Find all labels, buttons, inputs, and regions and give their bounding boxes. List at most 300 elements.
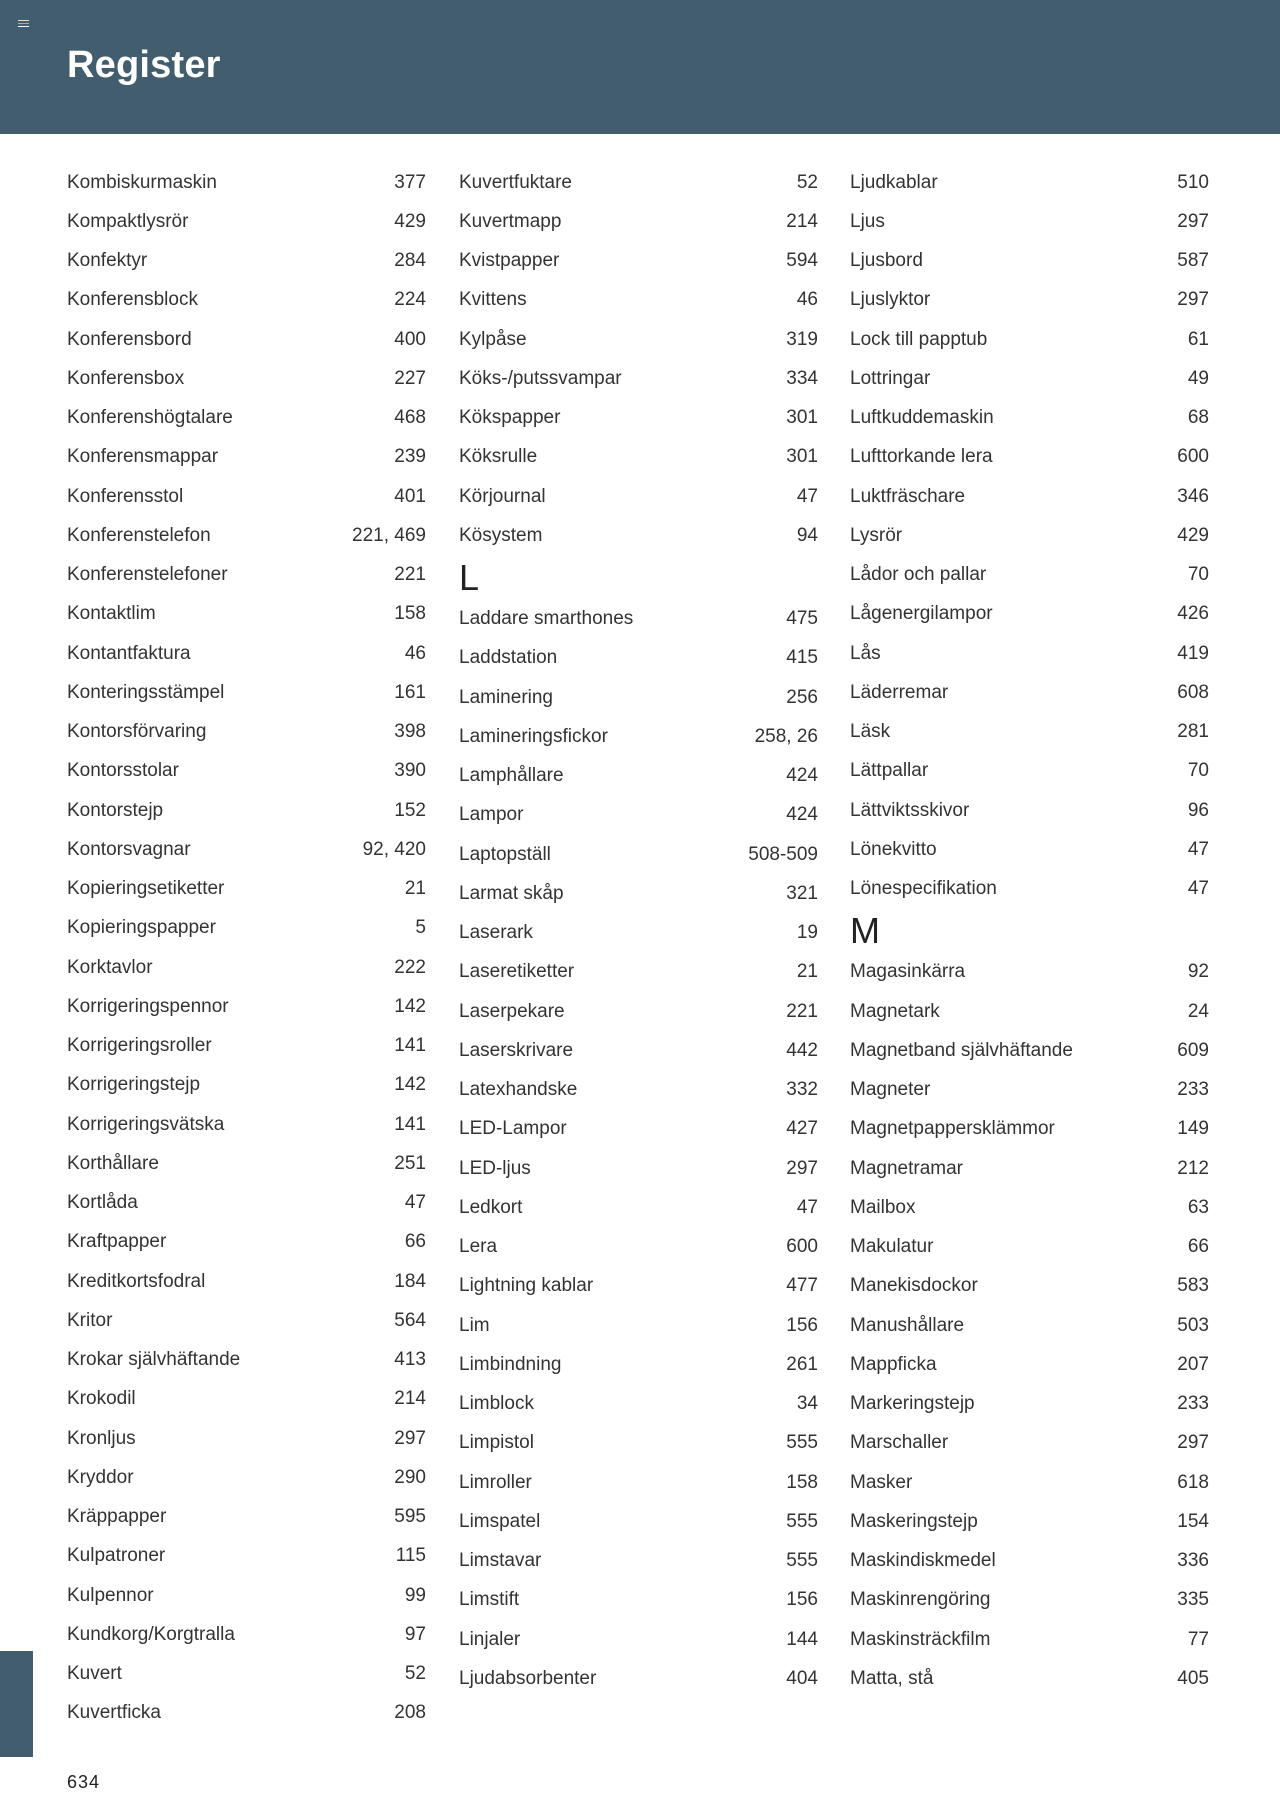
index-page-ref: 161 bbox=[394, 681, 426, 703]
index-entry bbox=[850, 1385, 1209, 1424]
index-term: Marschaller bbox=[850, 1432, 949, 1454]
index-entry bbox=[459, 281, 818, 320]
index-entry bbox=[459, 639, 818, 678]
index-entry bbox=[67, 1655, 426, 1694]
index-entry bbox=[850, 202, 1209, 241]
index-term: Laddare smarthones bbox=[459, 608, 634, 630]
index-page-ref: 618 bbox=[1177, 1471, 1209, 1493]
index-page-ref: 19 bbox=[796, 922, 818, 944]
index-term: Konferensbord bbox=[67, 328, 192, 350]
index-entry bbox=[67, 1380, 426, 1419]
index-entry bbox=[67, 1105, 426, 1144]
index-page-ref: 415 bbox=[786, 647, 818, 669]
index-page-ref: 66 bbox=[1187, 1236, 1209, 1258]
index-term: Körjournal bbox=[459, 485, 546, 507]
index-term: Lightning kablar bbox=[459, 1275, 594, 1297]
index-term: Kontorstejp bbox=[67, 799, 164, 821]
index-term: Magasinkärra bbox=[850, 961, 966, 983]
index-entry bbox=[67, 673, 426, 712]
index-page-ref: 184 bbox=[394, 1270, 426, 1292]
index-entry bbox=[459, 320, 818, 359]
index-entry bbox=[67, 359, 426, 398]
index-entry bbox=[850, 595, 1209, 634]
index-term: Kuvertficka bbox=[67, 1702, 161, 1724]
index-term: Kontaktlim bbox=[67, 603, 156, 625]
index-term: Latexhandske bbox=[459, 1079, 578, 1101]
index-term: Konferenstelefon bbox=[67, 524, 211, 546]
index-entry bbox=[459, 1659, 818, 1698]
index-page-ref: 413 bbox=[394, 1349, 426, 1371]
index-page-ref: 68 bbox=[1187, 407, 1209, 429]
index-page-ref: 141 bbox=[394, 1113, 426, 1135]
index-page-ref: 301 bbox=[786, 446, 818, 468]
index-page-ref: 600 bbox=[1177, 446, 1209, 468]
index-term: Kylpåse bbox=[459, 328, 527, 350]
index-entry bbox=[67, 752, 426, 791]
index-page-ref: 21 bbox=[796, 961, 818, 983]
index-page-ref: 587 bbox=[1177, 250, 1209, 272]
index-page-ref: 156 bbox=[786, 1314, 818, 1336]
index-page-ref: 321 bbox=[786, 882, 818, 904]
index-term: Limstift bbox=[459, 1589, 520, 1611]
index-entry bbox=[459, 1188, 818, 1227]
index-term: Magnetband självhäftande bbox=[850, 1039, 1073, 1061]
index-term: Mappficka bbox=[850, 1353, 937, 1375]
index-term: Limblock bbox=[459, 1393, 534, 1415]
index-entry bbox=[459, 438, 818, 477]
index-page-ref: 346 bbox=[1177, 485, 1209, 507]
index-term: Kökspapper bbox=[459, 407, 561, 429]
index-entry bbox=[459, 1581, 818, 1620]
index-entry bbox=[67, 320, 426, 359]
index-page-ref: 47 bbox=[796, 485, 818, 507]
index-entry bbox=[67, 516, 426, 555]
index-term: Korrigeringsvätska bbox=[67, 1113, 225, 1135]
index-term: Kopieringsetiketter bbox=[67, 878, 225, 900]
index-term: Kuvertfuktare bbox=[459, 171, 572, 193]
index-entry bbox=[67, 1301, 426, 1340]
index-page-ref: 47 bbox=[796, 1196, 818, 1218]
index-page-ref: 52 bbox=[796, 171, 818, 193]
index-entry bbox=[67, 1419, 426, 1458]
flag-icon bbox=[18, 20, 29, 29]
section-letter: M bbox=[850, 909, 880, 951]
page-title: Register bbox=[67, 44, 221, 86]
index-page-ref: 92, 420 bbox=[362, 838, 426, 860]
index-entry bbox=[67, 1184, 426, 1223]
index-term: Kvistpapper bbox=[459, 250, 560, 272]
index-page-ref: 92 bbox=[1187, 961, 1209, 983]
index-entry bbox=[459, 678, 818, 717]
index-page-ref: 297 bbox=[786, 1157, 818, 1179]
index-entry bbox=[850, 438, 1209, 477]
index-page-ref: 239 bbox=[394, 446, 426, 468]
index-entry bbox=[850, 1345, 1209, 1384]
index-entry bbox=[850, 1581, 1209, 1620]
index-entry bbox=[850, 870, 1209, 909]
index-page-ref: 600 bbox=[786, 1236, 818, 1258]
index-term: Limspatel bbox=[459, 1510, 541, 1532]
index-entry bbox=[67, 1262, 426, 1301]
index-page-ref: 142 bbox=[394, 1074, 426, 1096]
index-page-ref: 256 bbox=[786, 686, 818, 708]
index-page-ref: 555 bbox=[786, 1432, 818, 1454]
index-page-ref: 221 bbox=[394, 564, 426, 586]
index-term: Läsk bbox=[850, 721, 891, 743]
index-entry bbox=[459, 1345, 818, 1384]
index-page-ref: 224 bbox=[394, 289, 426, 311]
index-entry bbox=[459, 1542, 818, 1581]
index-page-ref: 152 bbox=[394, 799, 426, 821]
index-page-ref: 508-509 bbox=[748, 843, 818, 865]
index-term: Kuvert bbox=[67, 1663, 122, 1685]
index-term: Kundkorg/Korgtralla bbox=[67, 1623, 235, 1645]
index-term: Köksrulle bbox=[459, 446, 538, 468]
index-entry bbox=[459, 1424, 818, 1463]
index-page-ref: 115 bbox=[395, 1545, 426, 1567]
index-entry bbox=[67, 1027, 426, 1066]
index-term: Lamineringsfickor bbox=[459, 725, 608, 747]
index-page-ref: 595 bbox=[394, 1506, 426, 1528]
index-page-ref: 335 bbox=[1177, 1589, 1209, 1611]
index-entry bbox=[67, 556, 426, 595]
index-entry bbox=[67, 202, 426, 241]
index-term: Kontantfaktura bbox=[67, 642, 191, 664]
index-term: Konferenshögtalare bbox=[67, 407, 233, 429]
index-entry bbox=[850, 1071, 1209, 1110]
index-entry bbox=[850, 1659, 1209, 1698]
index-page-ref: 377 bbox=[394, 171, 426, 193]
index-term: Konferensstol bbox=[67, 485, 184, 507]
index-entry bbox=[850, 359, 1209, 398]
index-page-ref: 222 bbox=[394, 956, 426, 978]
index-page-ref: 97 bbox=[404, 1623, 426, 1645]
index-entry bbox=[459, 600, 818, 639]
index-term: Krokar självhäftande bbox=[67, 1349, 241, 1371]
index-entry bbox=[459, 796, 818, 835]
index-term: Kontorsförvaring bbox=[67, 721, 207, 743]
index-term: Lönekvitto bbox=[850, 838, 937, 860]
index-entry bbox=[67, 399, 426, 438]
index-entry bbox=[850, 281, 1209, 320]
index-entry bbox=[459, 717, 818, 756]
index-term: Manushållare bbox=[850, 1314, 965, 1336]
index-entry bbox=[67, 1498, 426, 1537]
index-entry bbox=[459, 757, 818, 796]
index-page-ref: 398 bbox=[394, 721, 426, 743]
index-entry bbox=[459, 359, 818, 398]
index-entry bbox=[67, 830, 426, 869]
index-term: Limstavar bbox=[459, 1550, 542, 1572]
index-page-ref: 207 bbox=[1177, 1353, 1209, 1375]
index-entry bbox=[850, 320, 1209, 359]
index-page-ref: 214 bbox=[786, 210, 818, 232]
index-page-ref: 555 bbox=[786, 1510, 818, 1532]
side-tab bbox=[0, 1651, 33, 1757]
index-term: Kraftpapper bbox=[67, 1231, 167, 1253]
index-page-ref: 233 bbox=[1177, 1079, 1209, 1101]
index-page-ref: 77 bbox=[1187, 1628, 1209, 1650]
index-entry bbox=[67, 281, 426, 320]
index-page-ref: 66 bbox=[404, 1231, 426, 1253]
index-term: Korthållare bbox=[67, 1152, 159, 1174]
index-entry bbox=[459, 1620, 818, 1659]
index-page-ref: 442 bbox=[786, 1039, 818, 1061]
index-term: Köks-/putssvampar bbox=[459, 367, 622, 389]
index-term: Limpistol bbox=[459, 1432, 534, 1454]
index-page-ref: 608 bbox=[1177, 681, 1209, 703]
index-page-ref: 555 bbox=[786, 1550, 818, 1572]
index-term: Lås bbox=[850, 642, 881, 664]
index-term: Kombiskurmaskin bbox=[67, 171, 217, 193]
index-page-ref: 390 bbox=[394, 760, 426, 782]
index-entry bbox=[67, 1576, 426, 1615]
index-entry bbox=[459, 202, 818, 241]
index-term: Ljudkablar bbox=[850, 171, 938, 193]
index-page-ref: 336 bbox=[1177, 1550, 1209, 1572]
index-entry bbox=[459, 1228, 818, 1267]
index-term: Maskeringstejp bbox=[850, 1510, 978, 1532]
index-term: Kontorsvagnar bbox=[67, 838, 191, 860]
index-term: Ljusbord bbox=[850, 250, 923, 272]
index-term: Korrigeringsroller bbox=[67, 1035, 212, 1057]
index-term: Laminering bbox=[459, 686, 553, 708]
index-page-ref: 47 bbox=[404, 1192, 426, 1214]
index-term: Manekisdockor bbox=[850, 1275, 978, 1297]
index-term: Konferensblock bbox=[67, 289, 198, 311]
index-entry bbox=[850, 556, 1209, 595]
index-term: Makulatur bbox=[850, 1236, 934, 1258]
index-entry bbox=[850, 1463, 1209, 1502]
index-entry bbox=[850, 1502, 1209, 1541]
index-term: Lamphållare bbox=[459, 765, 564, 787]
index-entry bbox=[459, 1306, 818, 1345]
index-entry bbox=[67, 948, 426, 987]
index-term: Ljudabsorbenter bbox=[459, 1667, 597, 1689]
index-entry bbox=[459, 516, 818, 555]
index-page-ref: 503 bbox=[1177, 1314, 1209, 1336]
index-page-ref: 212 bbox=[1177, 1157, 1209, 1179]
index-page-ref: 297 bbox=[394, 1427, 426, 1449]
index-entry bbox=[67, 1615, 426, 1654]
index-term: Magneter bbox=[850, 1079, 931, 1101]
index-page-ref: 261 bbox=[786, 1353, 818, 1375]
index-term: Luftkuddemaskin bbox=[850, 407, 994, 429]
index-page-ref: 47 bbox=[1187, 838, 1209, 860]
index-term: Larmat skåp bbox=[459, 882, 564, 904]
index-page-ref: 290 bbox=[394, 1466, 426, 1488]
index-term: Kompaktlysrör bbox=[67, 210, 189, 232]
index-entry bbox=[67, 791, 426, 830]
index-entry bbox=[67, 595, 426, 634]
index-term: Kulpennor bbox=[67, 1584, 154, 1606]
index-term: Lysrör bbox=[850, 524, 903, 546]
index-entry bbox=[67, 1223, 426, 1262]
section-letter: L bbox=[459, 556, 480, 598]
index-term: Magnetramar bbox=[850, 1157, 963, 1179]
index-term: LED-ljus bbox=[459, 1157, 531, 1179]
index-term: Lättpallar bbox=[850, 760, 929, 782]
index-entry bbox=[67, 987, 426, 1026]
index-page-ref: 158 bbox=[786, 1471, 818, 1493]
index-term: Magnetpappersklämmor bbox=[850, 1118, 1055, 1140]
index-term: Kortlåda bbox=[67, 1192, 138, 1214]
index-term: Lottringar bbox=[850, 367, 931, 389]
index-term: Lampor bbox=[459, 804, 524, 826]
index-term: Läderremar bbox=[850, 681, 949, 703]
index-entry bbox=[459, 1110, 818, 1149]
index-page-ref: 424 bbox=[786, 765, 818, 787]
index-term: Konfektyr bbox=[67, 250, 148, 272]
index-entry bbox=[850, 992, 1209, 1031]
index-page-ref: 477 bbox=[786, 1275, 818, 1297]
index-term: Linjaler bbox=[459, 1628, 521, 1650]
index-entry bbox=[67, 1537, 426, 1576]
index-page-ref: 61 bbox=[1187, 328, 1209, 350]
index-term: Maskinrengöring bbox=[850, 1589, 991, 1611]
index-column-2 bbox=[459, 163, 818, 1699]
page-header bbox=[0, 0, 1280, 134]
index-term: Kvittens bbox=[459, 289, 527, 311]
index-term: Korktavlor bbox=[67, 956, 153, 978]
index-term: Lådor och pallar bbox=[850, 564, 987, 586]
index-page-ref: 70 bbox=[1187, 564, 1209, 586]
index-page-ref: 427 bbox=[786, 1118, 818, 1140]
index-entry bbox=[850, 752, 1209, 791]
index-term: Limbindning bbox=[459, 1353, 562, 1375]
index-page-ref: 281 bbox=[1177, 721, 1209, 743]
page-number: 634 bbox=[67, 1772, 101, 1792]
index-entry bbox=[850, 634, 1209, 673]
index-entry bbox=[459, 1071, 818, 1110]
index-term: Kryddor bbox=[67, 1466, 134, 1488]
index-entry bbox=[459, 1149, 818, 1188]
index-page-ref: 141 bbox=[394, 1035, 426, 1057]
index-entry bbox=[459, 163, 818, 202]
index-entry bbox=[67, 477, 426, 516]
index-entry bbox=[850, 1620, 1209, 1659]
index-page-ref: 404 bbox=[786, 1667, 818, 1689]
index-term: Laserskrivare bbox=[459, 1039, 574, 1061]
index-entry bbox=[67, 1694, 426, 1733]
index-page-ref: 154 bbox=[1177, 1510, 1209, 1532]
index-page-ref: 251 bbox=[394, 1152, 426, 1174]
index-entry bbox=[850, 791, 1209, 830]
index-entry bbox=[459, 1502, 818, 1541]
index-term: Magnetark bbox=[850, 1000, 940, 1022]
index-entry bbox=[459, 914, 818, 953]
index-entry bbox=[459, 1267, 818, 1306]
index-entry bbox=[850, 399, 1209, 438]
index-term: Kräppapper bbox=[67, 1506, 167, 1528]
index-entry bbox=[459, 835, 818, 874]
index-page-ref: 426 bbox=[1177, 603, 1209, 625]
index-entry bbox=[459, 1385, 818, 1424]
index-page-ref: 284 bbox=[394, 250, 426, 272]
index-page-ref: 52 bbox=[404, 1663, 426, 1685]
index-term: Kontorsstolar bbox=[67, 760, 179, 782]
index-entry bbox=[850, 953, 1209, 992]
index-page-ref: 400 bbox=[394, 328, 426, 350]
index-term: Ledkort bbox=[459, 1196, 523, 1218]
index-entry bbox=[67, 1066, 426, 1105]
index-page-ref: 233 bbox=[1177, 1393, 1209, 1415]
index-page-ref: 297 bbox=[1177, 210, 1209, 232]
index-entry bbox=[459, 953, 818, 992]
index-page-ref: 297 bbox=[1177, 1432, 1209, 1454]
index-term: Kronljus bbox=[67, 1427, 136, 1449]
index-page-ref: 334 bbox=[786, 367, 818, 389]
index-entry bbox=[850, 1267, 1209, 1306]
index-page-ref: 5 bbox=[415, 917, 426, 939]
index-page-ref: 319 bbox=[786, 328, 818, 350]
index-entry bbox=[67, 1144, 426, 1183]
index-column-3 bbox=[850, 163, 1209, 1699]
index-entry bbox=[850, 673, 1209, 712]
index-column-1 bbox=[67, 163, 426, 1733]
index-entry bbox=[459, 1031, 818, 1070]
index-page-ref: 468 bbox=[394, 407, 426, 429]
index-term: Maskindiskmedel bbox=[850, 1550, 996, 1572]
index-term: Krokodil bbox=[67, 1388, 136, 1410]
index-page-ref: 221 bbox=[786, 1000, 818, 1022]
index-term: Matta, stå bbox=[850, 1667, 934, 1689]
index-term: Lim bbox=[459, 1314, 490, 1336]
index-term: Kreditkortsfodral bbox=[67, 1270, 206, 1292]
index-term: Konferenstelefoner bbox=[67, 564, 228, 586]
index-page-ref: 70 bbox=[1187, 760, 1209, 782]
index-page-ref: 21 bbox=[404, 878, 426, 900]
index-term: Mailbox bbox=[850, 1196, 916, 1218]
index-page-ref: 401 bbox=[394, 485, 426, 507]
index-page-ref: 63 bbox=[1187, 1196, 1209, 1218]
index-entry bbox=[850, 1031, 1209, 1070]
index-entry bbox=[459, 874, 818, 913]
index-term: Lera bbox=[459, 1236, 498, 1258]
index-page-ref: 429 bbox=[1177, 524, 1209, 546]
index-term: Laserark bbox=[459, 922, 533, 944]
index-entry bbox=[67, 1458, 426, 1497]
index-page-ref: 301 bbox=[786, 407, 818, 429]
index-entry bbox=[459, 477, 818, 516]
index-term: Markeringstejp bbox=[850, 1393, 975, 1415]
index-page-ref: 94 bbox=[796, 524, 818, 546]
index-page-ref: 34 bbox=[796, 1393, 818, 1415]
index-term: Korrigeringspennor bbox=[67, 995, 229, 1017]
index-page-ref: 475 bbox=[786, 608, 818, 630]
index-entry bbox=[67, 909, 426, 948]
index-page-ref: 47 bbox=[1187, 878, 1209, 900]
index-term: Konferensbox bbox=[67, 367, 185, 389]
index-term: Laptopställ bbox=[459, 843, 551, 865]
index-entry bbox=[850, 1542, 1209, 1581]
index-term: Kösystem bbox=[459, 524, 543, 546]
index-entry bbox=[850, 163, 1209, 202]
index-term: Laseretiketter bbox=[459, 961, 575, 983]
index-term: Lönespecifikation bbox=[850, 878, 997, 900]
index-term: Ljuslyktor bbox=[850, 289, 931, 311]
index-entry bbox=[67, 713, 426, 752]
index-term: Korrigeringstejp bbox=[67, 1074, 201, 1096]
index-page-ref: 49 bbox=[1187, 367, 1209, 389]
index-term: Laddstation bbox=[459, 647, 558, 669]
index-page-ref: 142 bbox=[394, 995, 426, 1017]
index-term: Lågenergilampor bbox=[850, 603, 993, 625]
index-page-ref: 144 bbox=[786, 1628, 818, 1650]
index-entry bbox=[850, 242, 1209, 281]
index-page-ref: 564 bbox=[394, 1309, 426, 1331]
index-page-ref: 46 bbox=[796, 289, 818, 311]
